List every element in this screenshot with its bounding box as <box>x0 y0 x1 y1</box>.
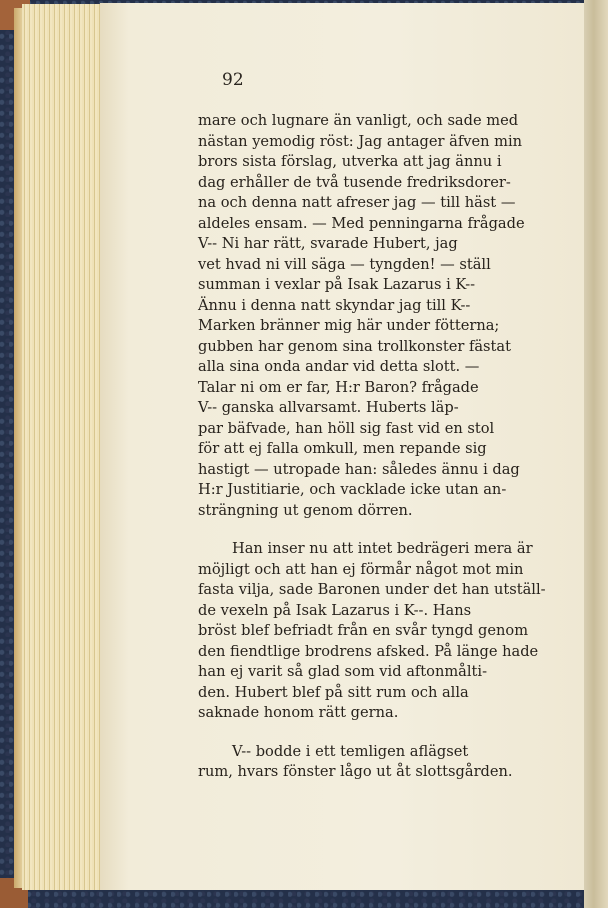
text-line: den fiendtlige brodrens afsked. På länge hade <box>198 642 539 660</box>
text-line: na och denna natt afreser jag — till häst — <box>198 194 516 211</box>
body-text <box>198 111 578 783</box>
page-edge-right <box>584 0 608 908</box>
text-line: möjligt och att han ej förmår något mot min <box>198 560 524 578</box>
text-line: Talar ni om er far, H:r Baron? frågade <box>198 378 479 396</box>
paragraph-break <box>198 521 578 539</box>
page-number: 92 <box>222 70 244 90</box>
text-line: dag erhåller de två tusende fredriksdorer- <box>198 173 511 191</box>
text-line: hastigt — utropade han: således ännu i dag <box>198 460 520 478</box>
text-line: de vexeln på Isak Lazarus i K--. Hans <box>198 601 472 619</box>
text-line: fasta vilja, sade Baronen under det han utställ- <box>198 581 546 598</box>
page-stack <box>22 4 101 890</box>
text-line: Marken bränner mig här under fötterna; <box>198 317 500 334</box>
text-line: den. Hubert blef på sitt rum och alla <box>198 683 469 701</box>
text-line: V-- Ni har rätt, svarade Hubert, jag <box>198 235 458 252</box>
text-line: bröst blef befriadt från en svår tyngd genom <box>198 622 529 639</box>
text-line: H:r Justitiarie, och vacklade icke utan an- <box>198 481 507 498</box>
text-line: vet hvad ni vill säga — tyngden! — ställ <box>198 255 491 273</box>
text-line: mare och lugnare än vanligt, och sade med <box>198 112 519 129</box>
text-line: saknade honom rätt gerna. <box>198 704 399 721</box>
text-line: par bäfvade, han höll sig fast vid en stol <box>198 419 495 437</box>
text-line: V-- bodde i ett temligen aflägset <box>232 742 469 760</box>
text-line: rum, hvars fönster lågo ut åt slottsgården. <box>198 763 513 780</box>
text-line: han ej varit så glad som vid aftonmålti- <box>198 663 488 680</box>
text-line: gubben har genom sina trollkonster fästat <box>198 337 511 355</box>
text-line: nästan yemodig röst: Jag antager äfven min <box>198 132 523 150</box>
text-line: Han inser nu att intet bedrägeri mera är <box>232 540 533 557</box>
text-line: summan i vexlar på Isak Lazarus i K-- <box>198 276 476 293</box>
text-line: alla sina onda andar vid detta slott. — <box>198 358 480 375</box>
text-line: aldeles ensam. — Med penningarna frågade <box>198 214 525 232</box>
text-line: brors sista förslag, utverka att jag ännu i <box>198 153 502 170</box>
text-line: V-- ganska allvarsamt. Huberts läp- <box>198 399 459 416</box>
text-line: strängning ut genom dörren. <box>198 501 413 519</box>
text-line: Ännu i denna natt skyndar jag till K-- <box>198 296 471 314</box>
text-line: för att ej falla omkull, men repande sig <box>198 440 487 457</box>
paragraph-break <box>198 724 578 742</box>
